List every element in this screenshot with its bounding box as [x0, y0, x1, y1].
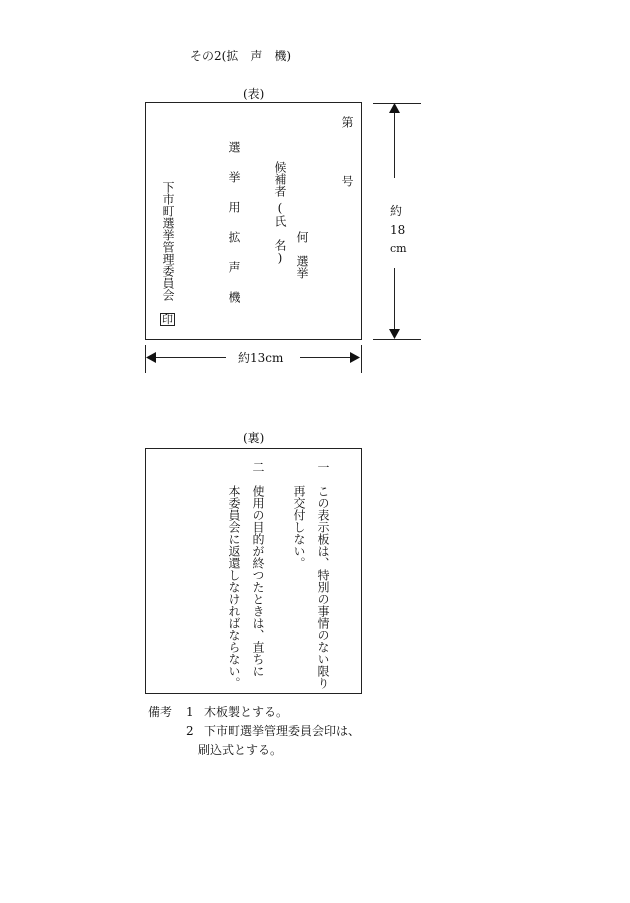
- form-heading: その2(拡 声 機): [190, 49, 291, 63]
- rule2-line2: 本委員会に返還しなければならない。: [227, 485, 241, 689]
- arrow-down-icon: [388, 329, 401, 339]
- front-candidate-label: 候補者: [273, 161, 287, 197]
- front-committee: 下市町選挙管理委員会: [161, 181, 175, 301]
- height-dim-number: 18: [390, 223, 406, 237]
- note2-number: 2: [186, 724, 194, 738]
- back-board: [145, 448, 362, 694]
- rule2-number: 二: [251, 461, 265, 473]
- back-label: (裏): [243, 431, 265, 445]
- height-dim-bottom-tick: [373, 339, 421, 340]
- front-go: 号: [340, 175, 354, 187]
- height-dim-line-top: [394, 110, 395, 178]
- note1-text: 木板製とする。: [204, 705, 289, 719]
- front-candidate-name: (氏 名): [273, 201, 287, 265]
- front-dai: 第: [340, 116, 354, 128]
- rule1-line2: 再交付しない。: [292, 485, 306, 569]
- notes-label: 備考: [148, 705, 173, 719]
- front-label: (表): [243, 87, 265, 101]
- height-dim-unit: cm: [390, 242, 407, 255]
- arrow-left-icon: [146, 351, 156, 364]
- rule2-line1: 使用の目的が終つたときは、直ちに: [251, 485, 265, 677]
- width-dim-line-right: [300, 357, 352, 358]
- width-dim-line-left: [154, 357, 226, 358]
- rule1-number: 一: [316, 461, 330, 473]
- front-board: [145, 102, 362, 340]
- arrow-up-icon: [388, 103, 401, 113]
- note1-number: 1: [186, 705, 194, 719]
- note2-text-continued: 刷込式とする。: [198, 743, 283, 757]
- height-dim-yaku: 約: [390, 204, 403, 218]
- width-dim-label: 約13cm: [238, 351, 284, 365]
- rule1-line1: この表示板は、特別の事情のない限り: [316, 485, 330, 689]
- height-dim-line-bottom: [394, 268, 395, 332]
- seal-stamp: 印: [162, 313, 173, 326]
- width-dim-right-tick: [361, 345, 362, 373]
- front-machine-text: 選挙用拡声機: [227, 141, 241, 321]
- note2-text: 下市町選挙管理委員会印は、: [204, 724, 361, 738]
- front-election: 何 選挙: [295, 231, 309, 279]
- arrow-right-icon: [350, 351, 360, 364]
